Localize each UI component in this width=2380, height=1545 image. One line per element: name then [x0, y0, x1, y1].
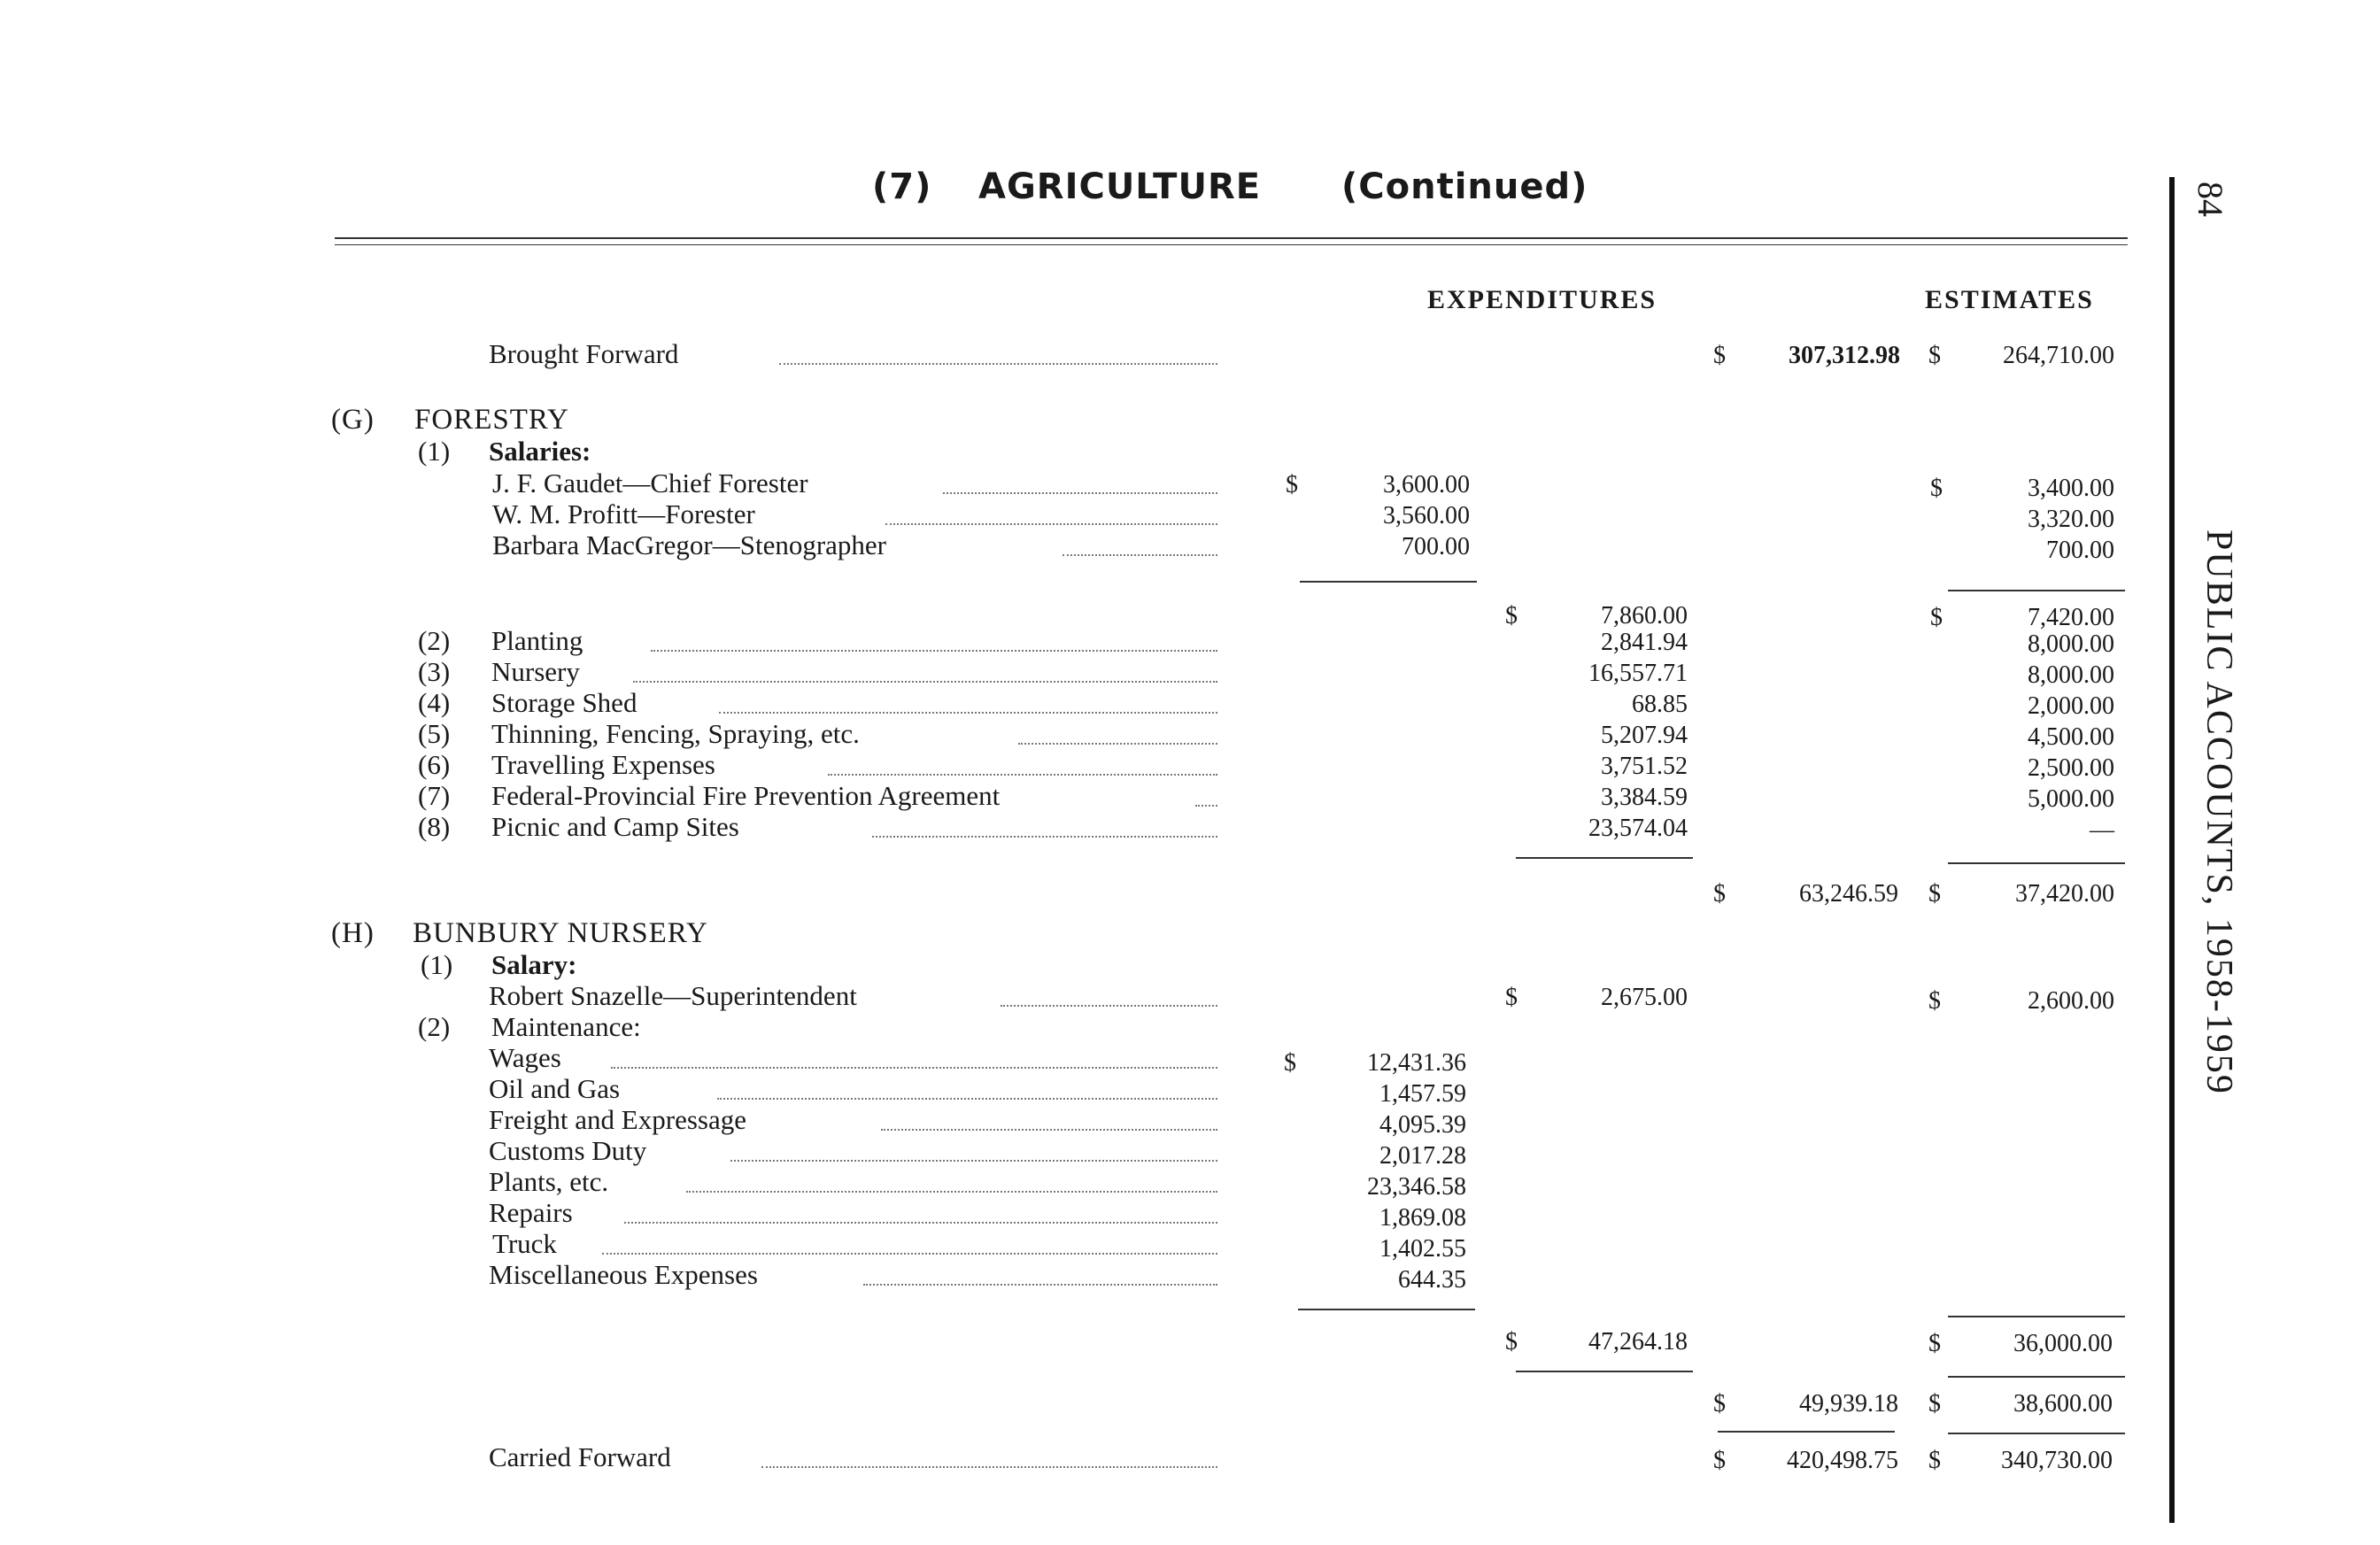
brought-forward-estimate: 264,710.00 — [2003, 342, 2114, 369]
salary-estimate: 700.00 — [2046, 537, 2114, 564]
leader-dots — [1062, 554, 1217, 556]
leader-dots — [633, 681, 1217, 683]
item-estimate: 2,000.00 — [2028, 692, 2114, 720]
item-marker: (5) — [418, 718, 451, 749]
forestry-item-row — [0, 749, 2380, 781]
maintenance-amount: 1,869.08 — [1379, 1204, 1466, 1232]
superintendent-amount: 2,675.00 — [1601, 984, 1688, 1011]
salary-amount: 3,600.00 — [1383, 471, 1470, 498]
maintenance-heading — [0, 1011, 2380, 1043]
bunbury-total-row — [0, 1387, 2380, 1418]
salaries-title: Salaries: — [489, 436, 591, 467]
item-amount: 5,207.94 — [1601, 722, 1688, 749]
maintenance-label: Truck — [492, 1228, 557, 1259]
maintenance-row — [0, 1104, 2380, 1139]
maintenance-amount: 1,457.59 — [1379, 1080, 1466, 1108]
salary-heading — [0, 949, 2380, 981]
subtotal-rule — [1300, 581, 1477, 583]
item-label: Federal-Provincial Fire Prevention Agreement — [491, 780, 1001, 811]
subtotal-rule — [1298, 1309, 1475, 1310]
salary-row — [0, 529, 2380, 564]
item-label: Storage Shed — [491, 687, 638, 718]
dollar-sign: $ — [1505, 602, 1518, 630]
salary-label: Barbara MacGregor—Stenographer — [492, 529, 887, 560]
bunbury-marker: (H) — [331, 917, 375, 949]
item-estimate: 2,500.00 — [2028, 754, 2114, 782]
salaries-total-estimate: 7,420.00 — [2028, 604, 2114, 631]
section-title: AGRICULTURE — [978, 166, 1262, 207]
dollar-sign: $ — [1505, 984, 1518, 1011]
subtotal-rule — [1948, 1376, 2125, 1378]
page-number: 84 — [2191, 182, 2230, 217]
item-estimate: 4,500.00 — [2028, 723, 2114, 751]
leader-dots — [1195, 805, 1217, 807]
leader-dots — [1018, 743, 1217, 745]
leader-dots — [885, 523, 1217, 525]
maintenance-amount: 12,431.36 — [1367, 1049, 1466, 1077]
salary-amount: 3,560.00 — [1383, 502, 1470, 529]
leader-dots — [761, 1466, 1217, 1468]
leader-dots — [779, 363, 1217, 365]
item-label: Planting — [491, 625, 583, 656]
maintenance-amount: 644.35 — [1398, 1266, 1466, 1294]
leader-dots — [881, 1129, 1217, 1131]
salary-label: J. F. Gaudet—Chief Forester — [492, 467, 808, 498]
leader-dots — [602, 1253, 1217, 1255]
dollar-sign: $ — [1505, 1328, 1518, 1356]
subtotal-rule — [1948, 1433, 2125, 1434]
leader-dots — [611, 1067, 1217, 1069]
forestry-heading — [0, 404, 2380, 436]
subtotal-rule — [1948, 590, 2125, 591]
maintenance-total-estimate: 36,000.00 — [2013, 1330, 2113, 1357]
maintenance-row — [0, 1166, 2380, 1201]
maintenance-label: Oil and Gas — [489, 1073, 621, 1104]
item-amount: 16,557.71 — [1588, 660, 1688, 687]
leader-dots — [828, 774, 1217, 776]
forestry-marker: (G) — [331, 404, 375, 436]
subtotal-rule — [1516, 1371, 1693, 1372]
maintenance-label: Customs Duty — [489, 1135, 647, 1166]
maintenance-amount: 4,095.39 — [1379, 1111, 1466, 1139]
maintenance-label: Wages — [489, 1042, 561, 1073]
bunbury-total: 49,939.18 — [1799, 1390, 1898, 1418]
salary-amount: 700.00 — [1402, 533, 1470, 560]
continued-label: (Continued) — [1341, 166, 1588, 207]
superintendent-estimate: 2,600.00 — [2028, 987, 2114, 1015]
dollar-sign: $ — [1928, 987, 1941, 1015]
forestry-title: FORESTRY — [414, 404, 569, 436]
subtotal-rule — [1718, 1431, 1895, 1433]
superintendent-row — [0, 980, 2380, 1015]
forestry-item-row — [0, 625, 2380, 657]
item-label: Picnic and Camp Sites — [491, 811, 739, 842]
maintenance-row — [0, 1228, 2380, 1263]
maintenance-marker: (2) — [418, 1011, 451, 1042]
forestry-item-row — [0, 687, 2380, 719]
leader-dots — [686, 1191, 1217, 1193]
maintenance-total: 47,264.18 — [1588, 1328, 1688, 1356]
leader-dots — [730, 1160, 1217, 1162]
item-marker: (2) — [418, 625, 451, 656]
margin-rule — [2169, 177, 2175, 1523]
salary-row — [0, 498, 2380, 533]
bunbury-title: BUNBURY NURSERY — [413, 917, 708, 949]
leader-dots — [1001, 1005, 1217, 1007]
item-amount: 68.85 — [1632, 691, 1688, 718]
item-estimate: 8,000.00 — [2028, 661, 2114, 689]
salaries-heading — [0, 436, 2380, 467]
header-rule-bottom — [335, 244, 2128, 245]
section-number: (7) — [872, 166, 932, 207]
dollar-sign: $ — [1928, 1390, 1941, 1418]
forestry-total-row — [0, 877, 2380, 908]
item-label: Thinning, Fencing, Spraying, etc. — [491, 718, 860, 749]
leader-dots — [872, 836, 1217, 838]
forestry-total-estimate: 37,420.00 — [2015, 880, 2114, 908]
maintenance-label: Repairs — [489, 1197, 573, 1228]
leader-dots — [717, 1098, 1217, 1100]
maintenance-label: Plants, etc. — [489, 1166, 609, 1197]
carried-forward-row — [0, 1441, 2380, 1473]
item-label: Nursery — [491, 656, 580, 687]
brought-forward-label: Brought Forward — [489, 338, 679, 369]
brought-forward-expenditure: 307,312.98 — [1789, 342, 1900, 369]
brought-forward-row — [0, 338, 2380, 370]
item-marker: (4) — [418, 687, 451, 718]
maintenance-amount: 23,346.58 — [1367, 1173, 1466, 1201]
carried-forward-expenditure: 420,498.75 — [1787, 1447, 1898, 1474]
dollar-sign: $ — [1930, 475, 1943, 502]
item-marker: (3) — [418, 656, 451, 687]
maintenance-label: Miscellaneous Expenses — [489, 1259, 758, 1290]
salaries-total: 7,860.00 — [1601, 602, 1688, 630]
item-label: Travelling Expenses — [491, 749, 715, 780]
salary-marker: (1) — [421, 949, 453, 980]
dollar-sign: $ — [1928, 880, 1941, 908]
item-amount: 23,574.04 — [1588, 815, 1688, 842]
leader-dots — [863, 1284, 1217, 1286]
carried-forward-label: Carried Forward — [489, 1441, 671, 1472]
item-marker: (8) — [418, 811, 451, 842]
estimates-heading: ESTIMATES — [1925, 285, 2094, 314]
dollar-sign: $ — [1930, 604, 1943, 631]
dollar-sign: $ — [1713, 1447, 1726, 1474]
maintenance-row — [0, 1135, 2380, 1170]
item-estimate: 5,000.00 — [2028, 785, 2114, 813]
subtotal-rule — [1948, 862, 2125, 864]
dollar-sign: $ — [1928, 342, 1941, 369]
forestry-item-row — [0, 811, 2380, 843]
superintendent-label: Robert Snazelle—Superintendent — [489, 980, 857, 1011]
expenditures-heading: EXPENDITURES — [1427, 285, 1658, 314]
leader-dots — [719, 712, 1217, 714]
forestry-item-row — [0, 718, 2380, 750]
maintenance-title: Maintenance: — [491, 1011, 641, 1042]
subtotal-rule — [1516, 857, 1693, 859]
bunbury-heading — [0, 917, 2380, 949]
maintenance-total-row — [0, 1325, 2380, 1356]
carried-forward-estimate: 340,730.00 — [2001, 1447, 2113, 1474]
dollar-sign: $ — [1286, 471, 1298, 498]
maintenance-row — [0, 1197, 2380, 1232]
subtotal-rule — [1948, 1316, 2125, 1317]
salary-row — [0, 467, 2380, 502]
maintenance-row — [0, 1259, 2380, 1294]
leader-dots — [651, 650, 1217, 652]
forestry-item-row — [0, 780, 2380, 812]
leader-dots — [624, 1222, 1217, 1224]
dollar-sign: $ — [1713, 1390, 1726, 1418]
maintenance-amount: 1,402.55 — [1379, 1235, 1466, 1263]
salary-title: Salary: — [491, 949, 577, 980]
item-amount: 3,751.52 — [1601, 753, 1688, 780]
dollar-sign: $ — [1284, 1049, 1296, 1077]
dollar-sign: $ — [1928, 1330, 1941, 1357]
salary-estimate: 3,400.00 — [2028, 475, 2114, 502]
forestry-total: 63,246.59 — [1799, 880, 1898, 908]
dollar-sign: $ — [1713, 880, 1726, 908]
maintenance-label: Freight and Expressage — [489, 1104, 746, 1135]
leader-dots — [943, 492, 1217, 494]
side-title: PUBLIC ACCOUNTS, 1958-1959 — [2198, 529, 2239, 1095]
salary-estimate: 3,320.00 — [2028, 506, 2114, 533]
item-amount: 3,384.59 — [1601, 784, 1688, 811]
item-estimate: — — [2090, 816, 2114, 844]
bunbury-total-estimate: 38,600.00 — [2013, 1390, 2113, 1418]
maintenance-amount: 2,017.28 — [1379, 1142, 1466, 1170]
maintenance-row — [0, 1042, 2380, 1077]
maintenance-row — [0, 1073, 2380, 1108]
forestry-item-row — [0, 656, 2380, 688]
item-marker: (7) — [418, 780, 451, 811]
salary-label: W. M. Profitt—Forester — [492, 498, 755, 529]
dollar-sign: $ — [1713, 342, 1726, 369]
item-amount: 2,841.94 — [1601, 629, 1688, 656]
item-estimate: 8,000.00 — [2028, 630, 2114, 658]
salaries-marker: (1) — [418, 436, 451, 467]
item-marker: (6) — [418, 749, 451, 780]
header-rule-top — [335, 237, 2128, 239]
dollar-sign: $ — [1928, 1447, 1941, 1474]
